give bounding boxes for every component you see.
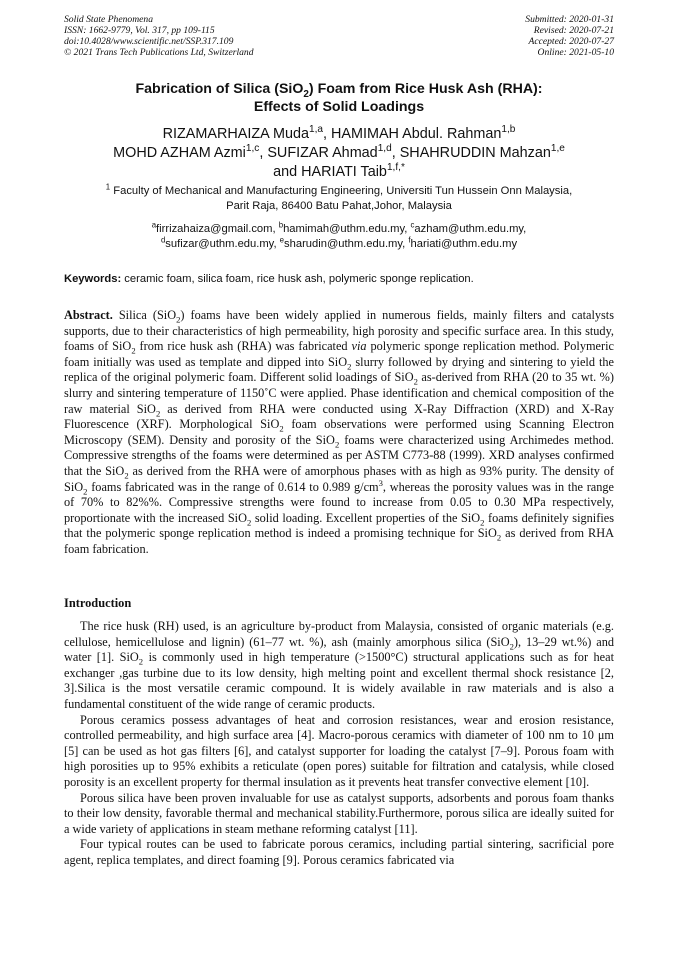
- journal-copyright: © 2021 Trans Tech Publications Ltd, Switzerland: [64, 47, 254, 58]
- intro-paragraph-2: Porous ceramics possess advantages of heat and corrosion resistances, wear and erosion resistance, controlled permeability, and high surface area [4]. Macro-porous ceramics with diameter of 100 nm to 10 μm [5] can be used as hot gas filters [6], and catalyst supporter for loading the catalyst [7–9]. Porous foam with high porosities up to 95% exhibits a reticulate (open pores) suitable for filtration and catalysis, while closed porosity is an excellent property for thermal insulation as it prevents heat transfer convective element [10].: [64, 712, 614, 789]
- journal-issn: ISSN: 1662-9779, Vol. 317, pp 109-115: [64, 25, 215, 36]
- keywords: [64, 272, 614, 287]
- abstract: [64, 308, 614, 558]
- authors-line-2: MOHD AZHAM Azmi$^{1,c}$, SUFIZAR Ahmad$^{1,d}$, SHAHRUDDIN Mahzan$^{1,e}$: [113, 143, 565, 161]
- email-b[interactable]: hamimah@uthm.edu.my,: [283, 223, 411, 235]
- author-emails: $^a$firrizahaiza@gmail.com, $^b$hamimah@uthm.edu.my, $^c$azham@uthm.edu.my, $^d$sufizar@uthm.edu.my, $^e$sharudin@uthm.edu.my, $^f$hariati@uthm.edu.my: [151, 220, 527, 250]
- introduction-body: [64, 619, 614, 869]
- journal-name: Solid State Phenomena: [64, 14, 153, 25]
- authors-line-1: RIZAMARHAIZA Muda$^{1,a}$, HAMIMAH Abdul. Rahman$^{1,b}$: [162, 124, 516, 142]
- section-heading-introduction: Introduction: [64, 596, 132, 610]
- date-submitted: Submitted: 2020-01-31: [525, 14, 614, 25]
- date-revised: Revised: 2020-07-21: [533, 25, 614, 36]
- date-online: Online: 2021-05-10: [537, 47, 614, 58]
- keywords-text: ceramic foam, silica foam, rice husk ash, polymeric sponge replication.: [121, 273, 474, 285]
- paper-title: [64, 80, 614, 116]
- intro-paragraph-1: The rice husk (RH) used, is an agriculture by-product from Malaysia, consisted of organic materials (e.g. cellulose, hemicellulose and lignin) (61–77 wt. %), ash (mainly amorphous silica (SiO$_2$), 13–29 wt.%) and water [1]. SiO$_2$ is commonly used in high temperature (>1500°C) structural applications such as for heat exchanger ,gas turbine due to its low density, high melting point and excellent thermal shock resistance [2, 3].Silica is the most versatile ceramic compound. It is widely available in raw materials and is also a fundamental constituent of the wide range of ceramic products.: [64, 619, 614, 711]
- email-a[interactable]: firrizahaiza@gmail.com,: [156, 223, 279, 235]
- title-line-2: Effects of Solid Loadings: [253, 99, 425, 115]
- intro-paragraph-4: Four typical routes can be used to fabricate porous ceramics, including partial sintering, sacrificial pore agent, replica templates, and direct foaming [9]. Porous ceramics fabricated via: [64, 837, 614, 867]
- email-d[interactable]: sufizar@uthm.edu.my,: [165, 238, 280, 250]
- email-e[interactable]: sharudin@uthm.edu.my,: [284, 238, 409, 250]
- authors-line-3: and HARIATI Taib$^{1,f,*}$: [273, 162, 405, 180]
- keywords-label: Keywords:: [64, 273, 122, 285]
- abstract-label: Abstract.: [64, 308, 113, 322]
- abstract-paragraph: Abstract. Silica (SiO$_2$) foams have been widely applied in numerous fields, mainly filters and catalysts supports, due to their characteristics of high permeability, high porosity and specific surface area. In this study, foams of SiO$_2$ from rice husk ash (RHA) was fabricated via polymeric sponge replication method. Polymeric foam initially was used as template and dipped into SiO$_2$ slurry followed by drying and sintering to yield the replica of the original polymeric foam. Different solid loadings of SiO$_2$ as-derived from RHA (20 to 35 wt. %) slurry and sintering temperature of 1150˚C were applied. Phase identification and chemical composition of the raw material SiO$_2$ as derived from RHA were conducted using X-Ray Diffraction (XRD) and X-Ray Fluorescence (XRF). Morphological SiO$_2$ foam observations were performed using Scanning Electron Microscopy (SEM). Density and porosity of the SiO$_2$ foams were characterized using Archimedes method. Compressive strengths of the foams were determined as per ASTM C773-88 (1999). XRD analyses confirmed that the SiO$_2$ as derived from the RHA were of amorphous phases with as high as 93% purity. The density of SiO$_2$ foams fabricated was in the range of 0.614 to 0.989 $g/cm^3$, whereas the porosity values was in the range of 70% to 82%%. Compressive strengths were found to increase from 0.05 to 0.30 MPa respectively, proportionate with the increased SiO$_2$ solid loading. Excellent properties of the SiO$_2$ foams definitely signifies that the polymeric sponge replication method is indeed a promising technique for SiO$_2$ as derived from RHA foam fabrication.: [64, 308, 615, 556]
- affiliation: $^1$ Faculty of Mechanical and Manufacturing Engineering, Universiti Tun Hussein Onn Malaysia, Parit Raja, 86400 Batu Pahat,Johor, Malaysia: [105, 182, 573, 212]
- journal-doi: doi:10.4028/www.scientific.net/SSP.317.109: [64, 36, 234, 47]
- email-f[interactable]: hariati@uthm.edu.my: [410, 238, 518, 250]
- journal-info: [64, 14, 254, 58]
- email-c[interactable]: azham@uthm.edu.my,: [414, 223, 527, 235]
- title-line-1: Fabrication of Silica (SiO$_2$) Foam from Rice Husk Ash (RHA):: [135, 81, 543, 100]
- date-accepted: Accepted: 2020-07-27: [528, 36, 614, 47]
- author-list: [64, 125, 614, 182]
- intro-paragraph-3: Porous silica have been proven invaluable for use as catalyst supports, adsorbents and porous foam thanks to their low density, favorable thermal and mechanical stability.Furthermore, porous silica are ideally suited for a wide variety of applications in steam methane reforming catalyst [11].: [64, 790, 614, 836]
- submission-dates: [525, 14, 614, 58]
